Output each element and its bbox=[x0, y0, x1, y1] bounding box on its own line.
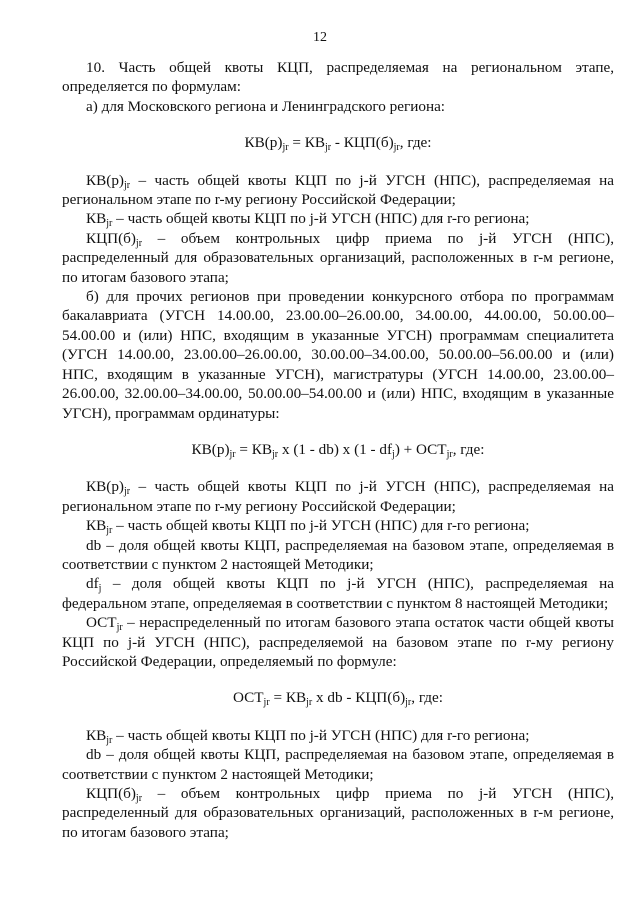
definition-kv-1: $КВ_{jr}$ – часть общей квоты КЦП по j-й УГСН (НПС) для r-го региона; bbox=[86, 210, 530, 230]
paragraph-section-a: а) для Московского региона и Ленинградского региона: bbox=[86, 97, 446, 115]
page-number: 12 bbox=[313, 30, 327, 45]
formula-other-regions: $КВ(р)_{jr} = КВ_{jr}$ x (1 - db) x $(1 - df_j) + ОСТ_{jr}$, где: bbox=[191, 440, 485, 460]
definition-ost-2: $ОСТ_{jr}$ – нераспределенный по итогам базового этапа остаток части общей квоты КЦП по j-й УГСН (НПС), распределяемой на базовом этапе по r-му региону Российской Федерации, определяемый по формуле: bbox=[62, 614, 614, 670]
definition-df-2: $df_j$ – доля общей квоты КЦП по j-й УГСН (НПС), распределяемая на федеральном этапе, определяемая в соответствии с пунктом 8 настоящей Методики; bbox=[62, 575, 614, 612]
formula-ost: $ОСТ_{jr} = КВ_{jr}$ x db - $КЦП(б)_{jr}$, где: bbox=[232, 689, 443, 709]
definition-kcpb-1: $КЦП(б)_{jr}$ – объем контрольных цифр приема по j-й УГСН (НПС), распределенный для образовательных организаций, расположенных в r-м регионе, по итогам базового этапа; bbox=[62, 229, 614, 286]
definition-kvr-1: $КВ(р)_{jr}$ – часть общей квоты КЦП по j-й УГСН (НПС), распределяемая на региональном этапе по r-му региону Российской Федерации; bbox=[62, 171, 614, 209]
page-content bbox=[62, 58, 614, 842]
definition-kcpb-3: $КЦП(б)_{jr}$ – объем контрольных цифр приема по j-й УГСН (НПС), распределенный для образовательных организаций, расположенных в r-м регионе, по итогам базового этапа; bbox=[62, 785, 614, 841]
definition-kvr-2: $КВ(р)_{jr}$ – часть общей квоты КЦП по j-й УГСН (НПС), распределяемая на региональном этапе по r-му региону Российской Федерации; bbox=[62, 478, 614, 515]
definition-db-3: db – доля общей квоты КЦП, распределяемая на базовом этапе, определяемая в соответствии с пунктом 2 настоящей Методики; bbox=[62, 746, 614, 783]
formula-moscow: $КВ(р)_{jr} = КВ_{jr} - КЦП(б)_{jr}$, где: bbox=[244, 134, 432, 154]
paragraph-section-b: б) для прочих регионов при проведении конкурсного отбора по программам бакалавриата (УГСН 14.00.00, 23.00.00–26.00.00, 34.00.00, 44.00.00, 50.00.00–54.00.00 и (или) НПС, входящим в указанные УГСН) программам специалитета (УГСН 14.00.00, 23.00.00–26.00.00, 30.00.00–34.00.00, 50.00.00–56.00.00 и (или) НПС, входящим в указанные УГСН), магистратуры (УГСН 14.00.00, 23.00.00–26.00.00, 32.00.00–34.00.00, 50.00.00–54.00.00 и (или) НПС, входящим в указанные УГСН), программам ординатуры: bbox=[62, 288, 614, 422]
paragraph-intro: 10. Часть общей квоты КЦП, распределяемая на региональном этапе, определяется по формулам: bbox=[62, 59, 614, 96]
definition-kv-2: $КВ_{jr}$ – часть общей квоты КЦП по j-й УГСН (НПС) для r-го региона; bbox=[86, 517, 530, 537]
definition-kv-3: $КВ_{jr}$ – часть общей квоты КЦП по j-й УГСН (НПС) для r-го региона; bbox=[86, 726, 530, 746]
definition-db-2: db – доля общей квоты КЦП, распределяемая на базовом этапе, определяемая в соответствии с пунктом 2 настоящей Методики; bbox=[62, 536, 614, 573]
